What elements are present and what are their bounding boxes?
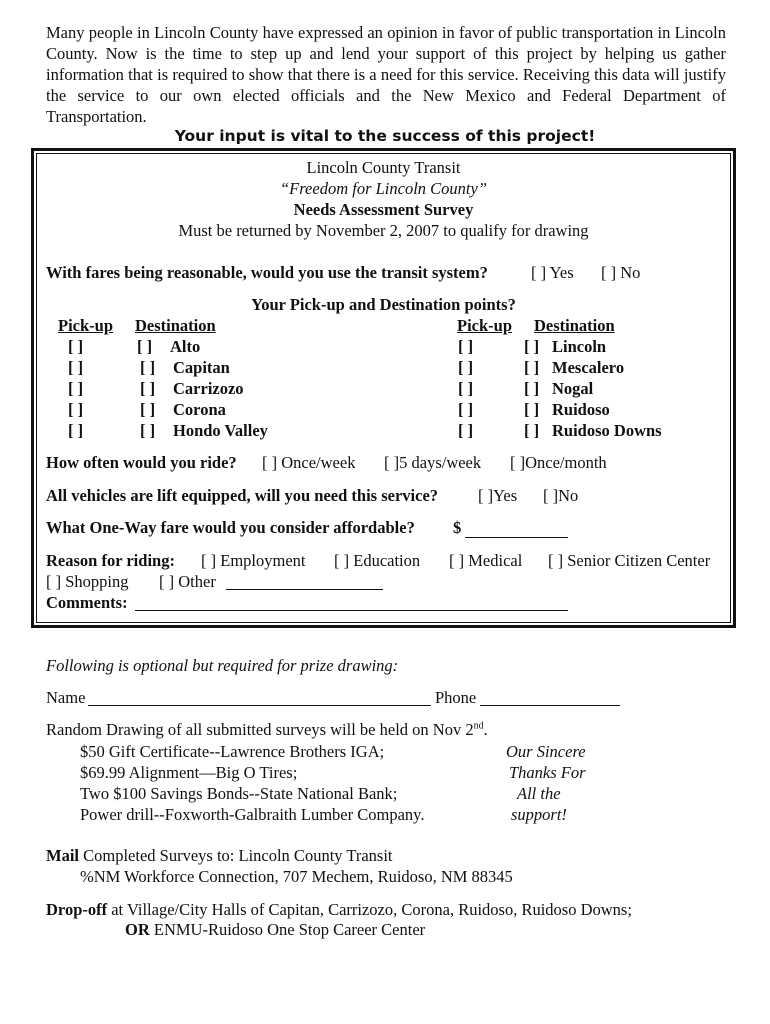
drawing-main-text: Random Drawing of all submitted surveys will be held on Nov 2 [46,720,474,739]
comments-label: Comments: [46,593,128,612]
other-input-line[interactable] [226,575,383,590]
dest-label-carrizozo: Carrizozo [173,379,244,398]
often-once-month-option[interactable]: [ ]Once/month [510,453,607,472]
lift-yes-option[interactable]: [ ]Yes [478,486,518,505]
phone-input-line[interactable] [480,691,620,706]
dest-checkbox-corona[interactable]: [ ] [140,400,156,419]
mail-bold: Mail [46,846,79,865]
dropoff-bold: Drop-off [46,900,108,919]
fare-dollar-sign: $ [453,518,462,537]
dest-checkbox-lincoln[interactable]: [ ] [524,337,540,356]
reason-education-option[interactable]: [ ] Education [334,551,421,570]
vital-banner: Your input is vital to the success of this project! [174,127,596,145]
often-question: How often would you ride? [46,453,237,472]
dropoff-text: at Village/City Halls of Capitan, Carrizozo, Corona, Ruidoso, Ruidoso Downs; [111,900,632,919]
fare-question: What One-Way fare would you consider affordable? [46,518,415,537]
dest-label-mescalero: Mescalero [552,358,625,377]
phone-label: Phone [435,688,477,707]
survey-title: Lincoln County Transit [306,158,461,177]
dest-checkbox-ruidoso-downs[interactable]: [ ] [524,421,540,440]
dest-checkbox-mescalero[interactable]: [ ] [524,358,540,377]
dest-checkbox-alto[interactable]: [ ] [137,337,153,356]
thanks-line-2: Thanks For [509,763,586,782]
pickup-checkbox-carrizozo[interactable]: [ ] [68,379,84,398]
prize-1: $50 Gift Certificate--Lawrence Brothers IGA; [80,742,385,761]
dest-label-lincoln: Lincoln [552,337,607,356]
dest-label-alto: Alto [170,337,201,356]
destination-header-right: Destination [534,316,615,335]
dest-label-capitan: Capitan [173,358,230,377]
mail-text: Completed Surveys to: Lincoln County Transit [83,846,393,865]
drawing-text [46,720,488,740]
prize-3: Two $100 Savings Bonds--State National Bank; [80,784,398,803]
survey-deadline: Must be returned by November 2, 2007 to qualify for drawing [178,221,589,240]
thanks-line-3: All the [517,784,561,803]
fares-no-option[interactable]: [ ] No [601,263,641,282]
pickup-header-left: Pick-up [58,316,114,335]
dest-checkbox-carrizozo[interactable]: [ ] [140,379,156,398]
points-heading: Your Pick-up and Destination points? [251,295,516,314]
fares-question: With fares being reasonable, would you use the transit system? [46,263,488,282]
dest-label-ruidoso-downs: Ruidoso Downs [552,421,662,440]
prize-2: $69.99 Alignment—Big O Tires; [80,763,298,782]
pickup-checkbox-lincoln[interactable]: [ ] [458,337,474,356]
fares-yes-option[interactable]: [ ] Yes [531,263,574,282]
dropoff-line [46,900,632,920]
dest-label-corona: Corona [173,400,226,419]
dest-label-ruidoso: Ruidoso [552,400,610,419]
survey-subtitle: “Freedom for Lincoln County” [279,179,487,198]
survey-heading: Needs Assessment Survey [293,200,474,219]
name-input-line[interactable] [88,691,431,706]
pickup-checkbox-mescalero[interactable]: [ ] [458,358,474,377]
name-label: Name [46,688,86,707]
reason-senior-center-option[interactable]: [ ] Senior Citizen Center [548,551,711,570]
pickup-checkbox-nogal[interactable]: [ ] [458,379,474,398]
reason-employment-option[interactable]: [ ] Employment [201,551,306,570]
often-once-week-option[interactable]: [ ] Once/week [262,453,356,472]
intro-paragraph: Many people in Lincoln County have expressed an opinion in favor of public transportation in Lincoln County. Now is the time to step up and lend your support of this project by helping us gather information that is required to show that there is a need for this service. Receiving this data will justify the service to our own elected officials and the New Mexico and Federal Department of Transportation. [46,23,726,126]
dest-label-nogal: Nogal [552,379,594,398]
prize-4: Power drill--Foxworth-Galbraith Lumber Company. [80,805,425,824]
or-text: ENMU-Ruidoso One Stop Career Center [153,920,426,939]
fare-input-line[interactable] [465,522,568,538]
lift-no-option[interactable]: [ ]No [543,486,579,505]
thanks-line-1: Our Sincere [506,742,586,761]
reason-medical-option[interactable]: [ ] Medical [449,551,523,570]
mail-line [46,846,393,866]
reason-other-option[interactable]: [ ] Other [159,572,216,591]
often-5-days-option[interactable]: [ ]5 days/week [384,453,482,472]
dest-checkbox-nogal[interactable]: [ ] [524,379,540,398]
destination-header-left: Destination [135,316,216,335]
or-bold: OR [125,920,150,939]
comments-input-line[interactable] [135,596,568,611]
pickup-checkbox-hondo-valley[interactable]: [ ] [68,421,84,440]
optional-note: Following is optional but required for prize drawing: [46,656,399,675]
pickup-checkbox-corona[interactable]: [ ] [68,400,84,419]
pickup-checkbox-ruidoso-downs[interactable]: [ ] [458,421,474,440]
lift-question: All vehicles are lift equipped, will you need this service? [46,486,439,505]
pickup-checkbox-capitan[interactable]: [ ] [68,358,84,377]
dest-checkbox-hondo-valley[interactable]: [ ] [140,421,156,440]
dest-label-hondo-valley: Hondo Valley [173,421,268,440]
pickup-header-right: Pick-up [457,316,513,335]
pickup-checkbox-ruidoso[interactable]: [ ] [458,400,474,419]
reason-label: Reason for riding: [46,551,175,570]
thanks-line-4: support! [511,805,567,824]
drawing-sup: nd [473,720,484,732]
or-line [125,920,425,940]
pickup-checkbox-alto[interactable]: [ ] [68,337,84,356]
drawing-period: . [483,720,488,739]
reason-shopping-option[interactable]: [ ] Shopping [46,572,129,591]
mail-address: %NM Workforce Connection, 707 Mechem, Ruidoso, NM 88345 [80,867,513,886]
dest-checkbox-ruidoso[interactable]: [ ] [524,400,540,419]
dest-checkbox-capitan[interactable]: [ ] [140,358,156,377]
